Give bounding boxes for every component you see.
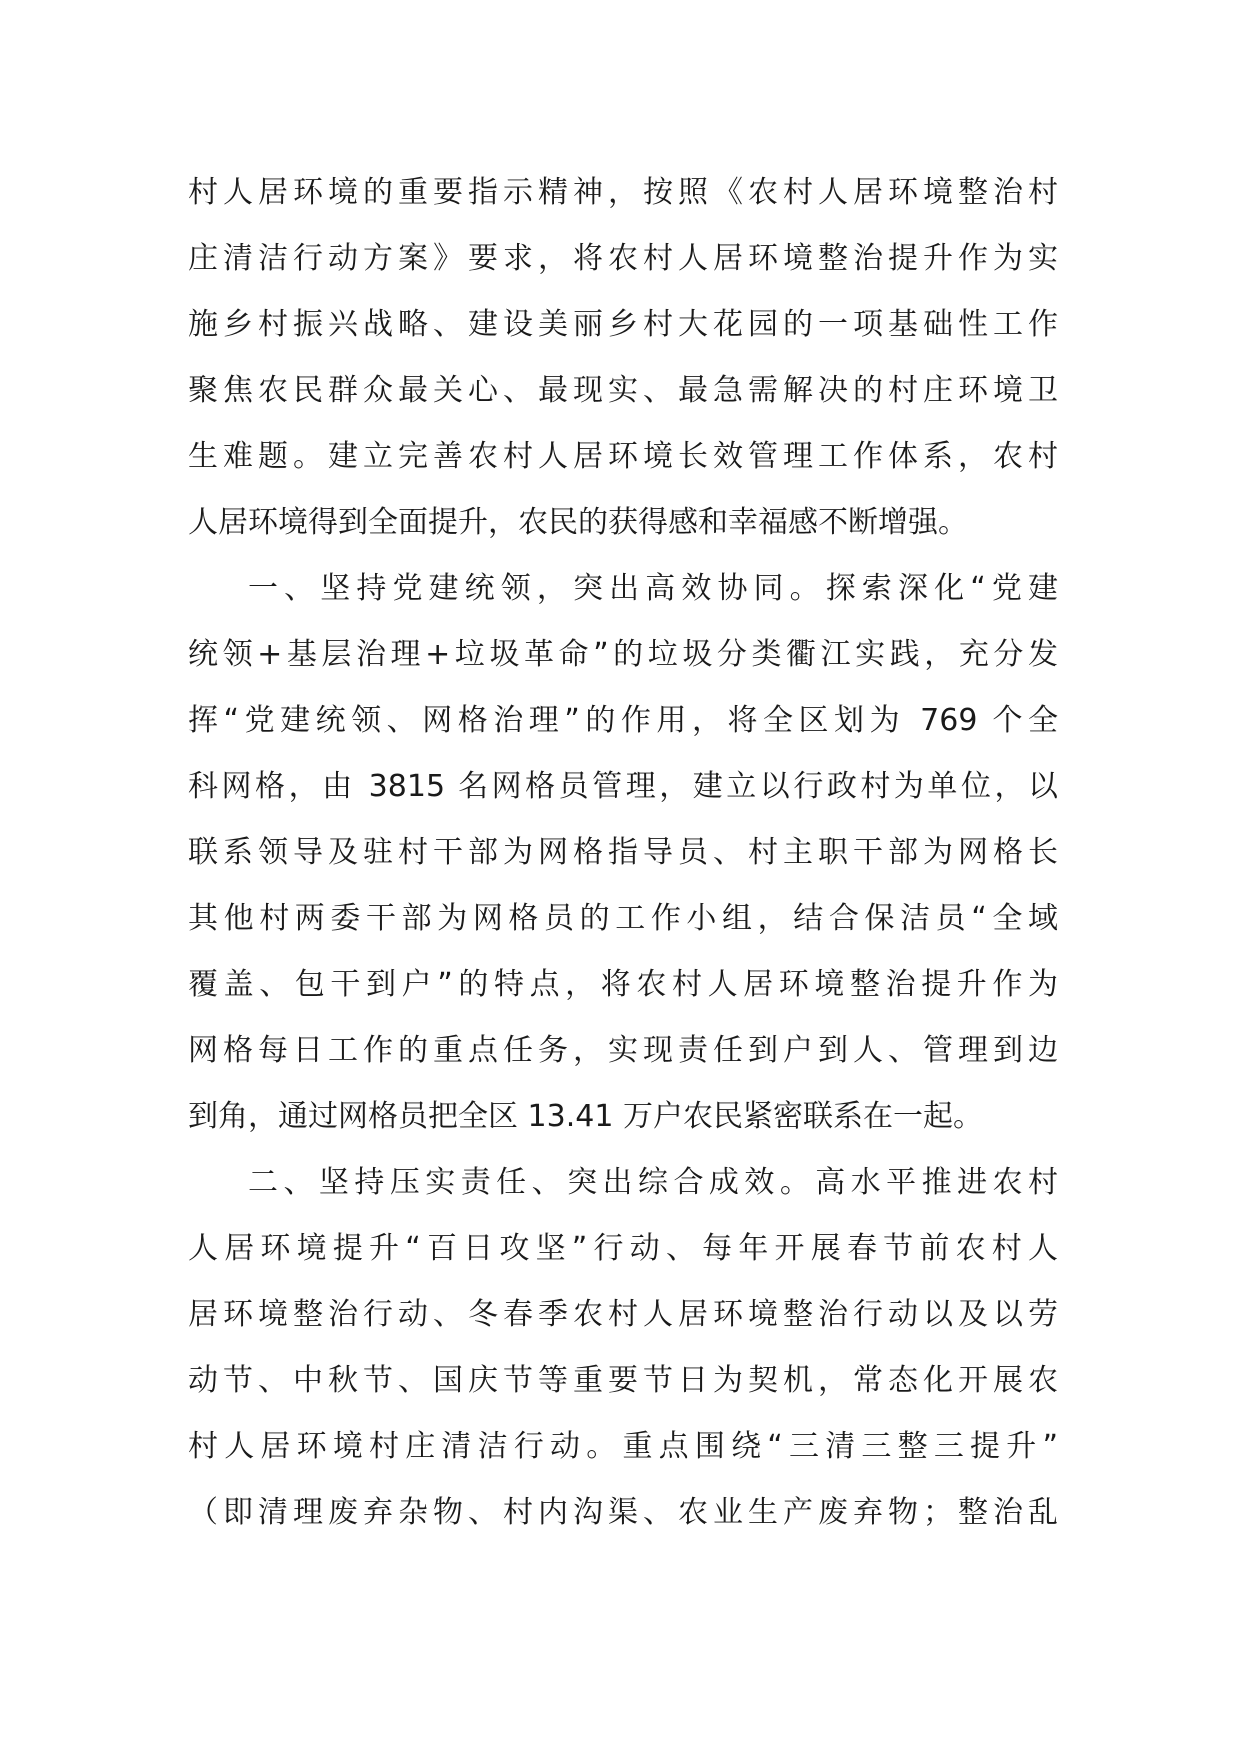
text-line: 科网格，由 3815 名网格员管理，建立以行政村为单位，以 <box>188 769 1058 804</box>
text-line: 联系领导及驻村干部为网格指导员、村主职干部为网格长 <box>188 835 1058 870</box>
text-line: 挥“党建统领、网格治理”的作用，将全区划为 769 个全 <box>188 703 1058 738</box>
text-line: 网格每日工作的重点任务，实现责任到户到人、管理到边 <box>188 1033 1058 1068</box>
text-line: 村人居环境的重要指示精神，按照《农村人居环境整治村 <box>188 175 1058 210</box>
paragraph-section-1 <box>188 556 1058 1150</box>
text-line: 人居环境得到全面提升，农民的获得感和幸福感不断增强。 <box>188 505 968 540</box>
paragraph-intro <box>188 160 1058 556</box>
text-line: 聚焦农民群众最关心、最现实、最急需解决的村庄环境卫 <box>188 373 1058 408</box>
text-line: 生难题。建立完善农村人居环境长效管理工作体系，农村 <box>188 439 1058 474</box>
paragraph-section-2 <box>188 1150 1058 1546</box>
text-line: 居环境整治行动、冬春季农村人居环境整治行动以及以劳 <box>188 1297 1058 1332</box>
text-line: 施乡村振兴战略、建设美丽乡村大花园的一项基础性工作 <box>188 307 1058 342</box>
document-page <box>188 160 1058 1546</box>
text-line: 覆盖、包干到户”的特点，将农村人居环境整治提升作为 <box>188 967 1058 1002</box>
text-line: 二、坚持压实责任、突出综合成效。高水平推进农村 <box>248 1165 1058 1200</box>
text-line: （即清理废弃杂物、村内沟渠、农业生产废弃物；整治乱 <box>188 1495 1058 1530</box>
text-line: 到角，通过网格员把全区 13.41 万户农民紧密联系在一起。 <box>188 1099 983 1134</box>
text-line: 庄清洁行动方案》要求，将农村人居环境整治提升作为实 <box>188 241 1058 276</box>
text-line: 人居环境提升“百日攻坚”行动、每年开展春节前农村人 <box>188 1231 1058 1266</box>
text-line: 统领+基层治理+垃圾革命”的垃圾分类衢江实践，充分发 <box>188 637 1058 672</box>
text-line: 村人居环境村庄清洁行动。重点围绕“三清三整三提升” <box>188 1429 1058 1464</box>
text-line: 动节、中秋节、国庆节等重要节日为契机，常态化开展农 <box>188 1363 1058 1398</box>
text-line: 一、坚持党建统领，突出高效协同。探索深化“党建 <box>248 571 1058 606</box>
text-line: 其他村两委干部为网格员的工作小组，结合保洁员“全域 <box>188 901 1058 936</box>
